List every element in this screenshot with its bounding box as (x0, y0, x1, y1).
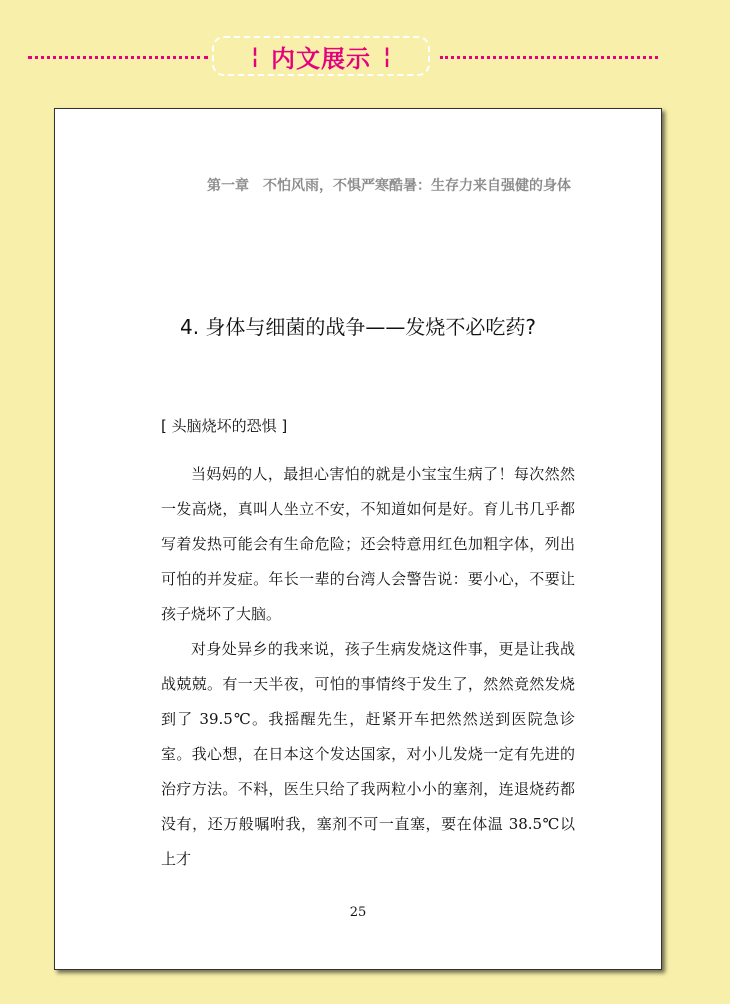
body-text (161, 457, 575, 877)
section-title: 4. 身体与细菌的战争——发烧不必吃药? (179, 315, 537, 339)
banner-title: 内文展示 (271, 44, 371, 73)
subheading: [ 头脑烧坏的恐惧 ] (161, 417, 288, 435)
banner-dotted-line-right (440, 56, 658, 59)
banner-bar-left: ¦ (250, 43, 259, 69)
banner-bar-right: ¦ (383, 43, 392, 69)
banner (212, 36, 430, 76)
banner-dotted-line-left (28, 56, 208, 59)
page-number: 25 (349, 905, 367, 920)
paragraph: 对身处异乡的我来说，孩子生病发烧这件事，更是让我战战兢兢。有一天半夜，可怕的事情终于发生了，然然竟然发烧到了 39.5℃。我摇醒先生，赶紧开车把然然送到医院急诊室。我心想，在日本这个发达国家，对小儿发烧一定有先进的治疗方法。不料，医生只给了我两粒小小的塞剂，连退烧药都没有，还万般嘱咐我，塞剂不可一直塞，要在体温 38.5℃以上才 (161, 640, 575, 868)
paragraph: 当妈妈的人，最担心害怕的就是小宝宝生病了！每次然然一发高烧，真叫人坐立不安，不知道如何是好。育儿书几乎都写着发热可能会有生命危险；还会特意用红色加粗字体，列出可怕的并发症。年长一辈的台湾人会警告说：要小心，不要让孩子烧坏了大脑。 (161, 465, 575, 623)
chapter-header: 第一章 不怕风雨，不惧严寒酷暑：生存力来自强健的身体 (207, 178, 571, 194)
book-page (54, 108, 662, 970)
